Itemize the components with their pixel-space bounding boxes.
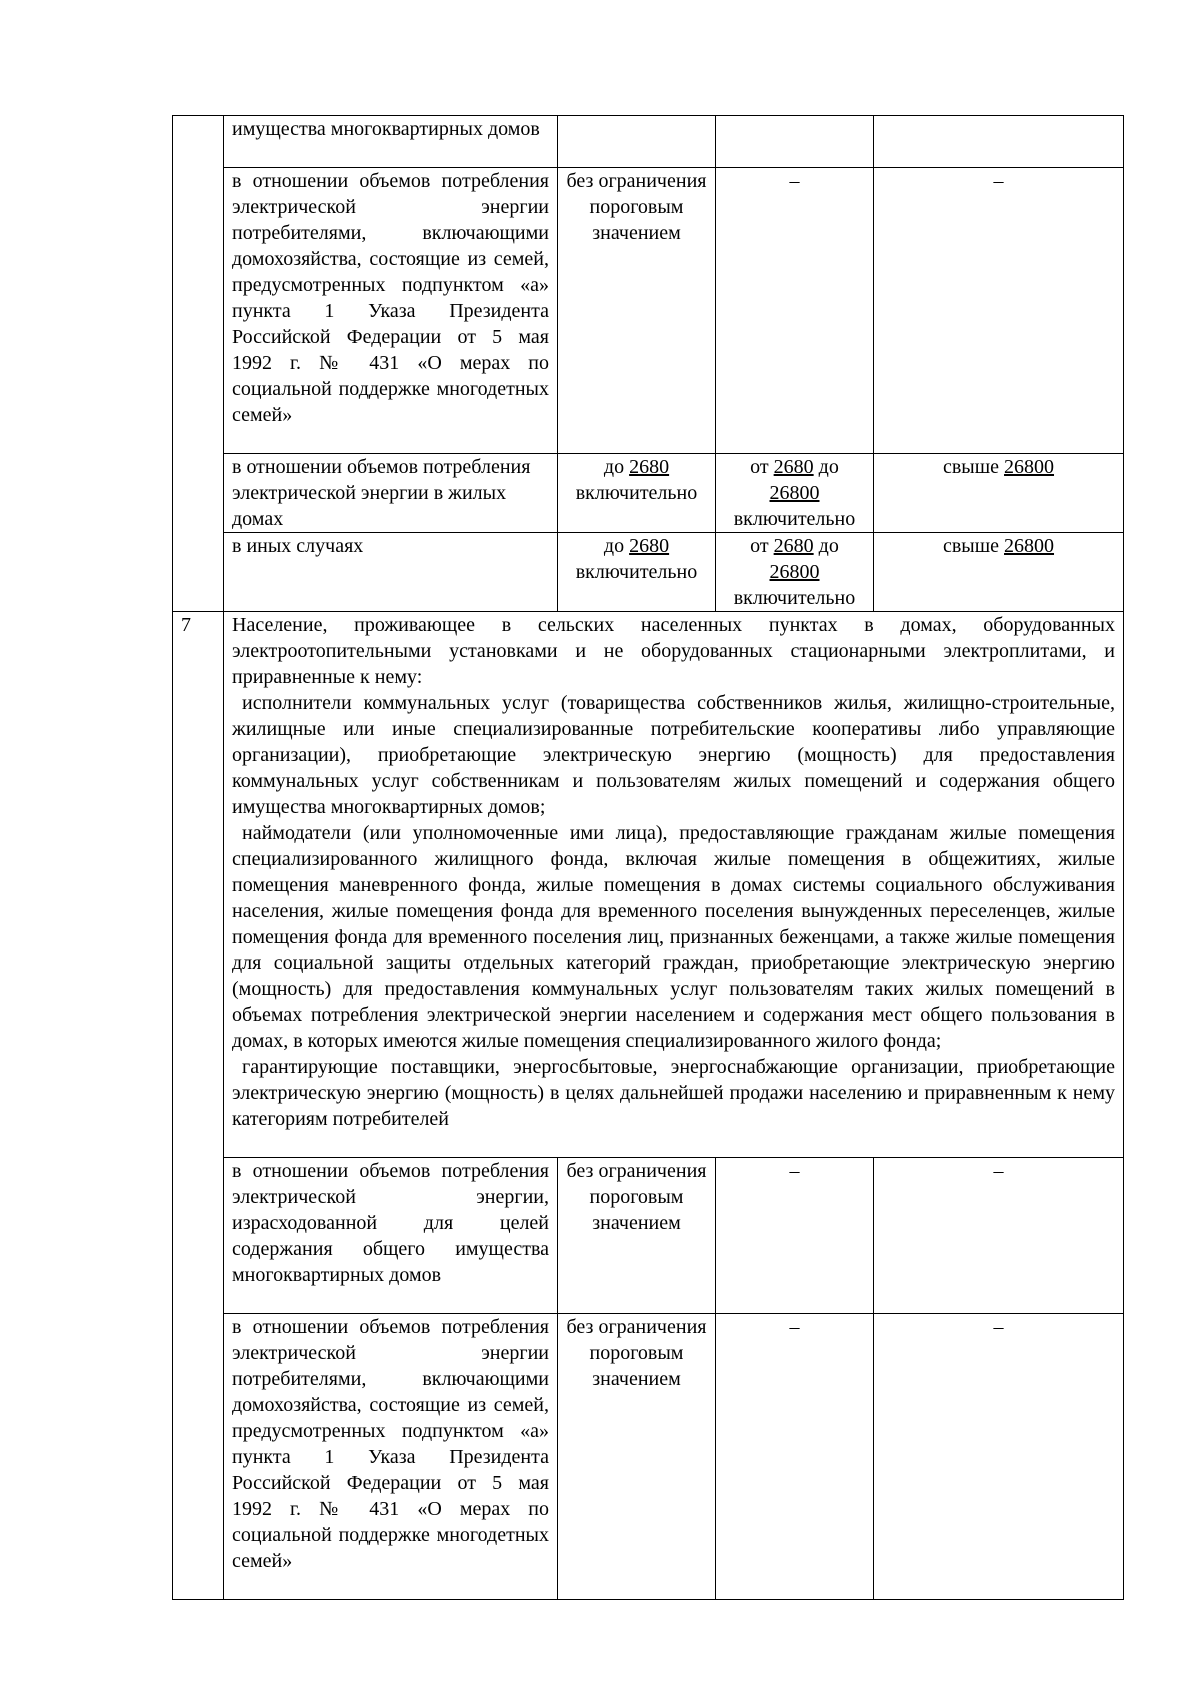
- category-paragraph: наймодатели (или уполномоченные ими лица), предоставляющие гражданам жилые помещения специализированного жилищного фонда, включая жилые помещения в общежитиях, жилые помещения маневренного фонда, жилые помещения в домах системы социального обслуживания населения, жилые помещения фонда для временного поселения вынужденных переселенцев, жилые помещения фонда для временного поселения лиц, признанных беженцами, а также жилые помещения для социальной защиты отдельных категорий граждан, приобретающие электрическую энергию (мощность) для предоставления коммунальных услуг пользователям таких жилых помещений в объемах потребления электрической энергии населением и содержания мест общего пользования в домах, в которых имеются жилые помещения специализированного жилого фонда;: [232, 822, 1115, 1052]
- dash-text: –: [993, 1316, 1004, 1338]
- dash-text: –: [789, 1316, 800, 1338]
- description-cell: [224, 1314, 558, 1600]
- description-text: имущества многоквартирных домов: [232, 118, 540, 140]
- value-suffix: включительно: [575, 561, 698, 583]
- threshold-text: без ограничения пороговым значением: [566, 170, 707, 244]
- value-cell: [558, 168, 716, 454]
- value-cell: [874, 1158, 1124, 1314]
- value-cell: [558, 533, 716, 612]
- dash-text: –: [993, 1160, 1004, 1182]
- value-cell: [716, 1314, 874, 1600]
- value-suffix: включительно: [575, 482, 698, 504]
- value-cell: [874, 168, 1124, 454]
- description-cell: [224, 454, 558, 533]
- value-cell: [874, 1314, 1124, 1600]
- description-text: в отношении объемов потребления электрической энергии потребителями, включающими домохозяйства, состоящие из семей, предусмотренных подпунктом «а» пункта 1 Указа Президента Российской Федерации от 5 мая 1992 г. № 431 «О мерах по социальной поддержке многодетных семей»: [232, 1316, 549, 1572]
- value-cell: [558, 1158, 716, 1314]
- threshold-link[interactable]: 2680: [773, 456, 814, 478]
- table-row: [173, 1314, 1124, 1600]
- category-paragraph: исполнители коммунальных услуг (товарищества собственников жилья, жилищно-строительные, жилищные или иные специализированные потребительские кооперативы либо управляющие организации), приобретающие электрическую энергию (мощность) для предоставления коммунальных услуг собственникам и пользователям жилых помещений и содержания общего имущества многоквартирных домов;: [232, 692, 1115, 818]
- description-cell: [224, 116, 558, 168]
- tariff-table: [172, 115, 1124, 1600]
- value-cell: [558, 116, 716, 168]
- description-text: в иных случаях: [232, 535, 364, 557]
- category-paragraph: гарантирующие поставщики, энергосбытовые, энергоснабжающие организации, приобретающие электрическую энергию (мощность) в целях дальнейшей продажи населению и приравненным к нему категориям потребителей: [232, 1056, 1115, 1130]
- row-number-cell: [173, 612, 224, 1600]
- threshold-link[interactable]: 2680: [629, 535, 670, 557]
- threshold-text: без ограничения пороговым значением: [566, 1160, 707, 1234]
- dash-text: –: [789, 170, 800, 192]
- dash-text: –: [789, 1160, 800, 1182]
- description-cell: [224, 168, 558, 454]
- row-number-cell: [173, 116, 224, 612]
- value-mid: до: [813, 535, 839, 557]
- threshold-link[interactable]: 26800: [769, 482, 820, 504]
- dash-text: –: [993, 170, 1004, 192]
- threshold-text: без ограничения пороговым значением: [566, 1316, 707, 1390]
- value-prefix: до: [603, 535, 630, 557]
- description-text: в отношении объемов потребления электрической энергии, израсходованной для целей содержания общего имущества многоквартирных домов: [232, 1160, 549, 1286]
- value-prefix: свыше: [942, 535, 1005, 557]
- table-row: [173, 612, 1124, 1158]
- table-row: [173, 454, 1124, 533]
- value-mid: до: [813, 456, 839, 478]
- row-number: 7: [181, 614, 191, 636]
- table-row: [173, 116, 1124, 168]
- threshold-link[interactable]: 2680: [629, 456, 670, 478]
- category-cell: [224, 612, 1124, 1158]
- value-cell: [716, 533, 874, 612]
- value-cell: [716, 168, 874, 454]
- value-cell: [874, 116, 1124, 168]
- threshold-link[interactable]: 26800: [1004, 535, 1055, 557]
- threshold-link[interactable]: 2680: [773, 535, 814, 557]
- description-text: в отношении объемов потребления электрической энергии в жилых домах: [232, 456, 531, 530]
- value-suffix: включительно: [733, 587, 856, 609]
- threshold-link[interactable]: 26800: [1004, 456, 1055, 478]
- description-cell: [224, 1158, 558, 1314]
- value-prefix: от: [750, 535, 774, 557]
- value-prefix: от: [750, 456, 774, 478]
- threshold-link[interactable]: 26800: [769, 561, 820, 583]
- table-row: [173, 533, 1124, 612]
- value-prefix: до: [603, 456, 630, 478]
- value-prefix: свыше: [942, 456, 1005, 478]
- table-row: [173, 168, 1124, 454]
- value-cell: [874, 454, 1124, 533]
- value-cell: [716, 454, 874, 533]
- value-cell: [558, 454, 716, 533]
- table-row: [173, 1158, 1124, 1314]
- value-cell: [716, 1158, 874, 1314]
- value-cell: [874, 533, 1124, 612]
- description-cell: [224, 533, 558, 612]
- value-suffix: включительно: [733, 508, 856, 530]
- value-cell: [716, 116, 874, 168]
- category-intro: Население, проживающее в сельских населенных пунктах в домах, оборудованных электроотопительными установками и не оборудованных стационарными электроплитами, и приравненные к нему:: [232, 614, 1115, 688]
- value-cell: [558, 1314, 716, 1600]
- description-text: в отношении объемов потребления электрической энергии потребителями, включающими домохозяйства, состоящие из семей, предусмотренных подпунктом «а» пункта 1 Указа Президента Российской Федерации от 5 мая 1992 г. № 431 «О мерах по социальной поддержке многодетных семей»: [232, 170, 549, 426]
